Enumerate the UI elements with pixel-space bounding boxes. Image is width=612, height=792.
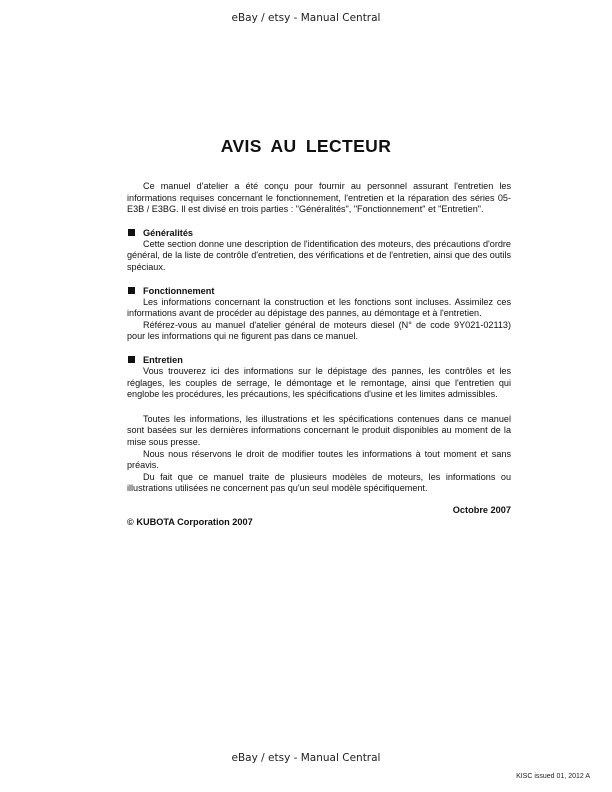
section-body	[127, 297, 511, 343]
section-generalites	[127, 227, 511, 274]
closing-paragraph: Nous nous réservons le droit de modifier toutes les informations à tout moment et sans préavis.	[127, 448, 511, 471]
watermark-top: eBay / etsy - Manual Central	[231, 12, 381, 24]
watermark-bottom: eBay / etsy - Manual Central	[231, 752, 381, 764]
document-body	[127, 181, 511, 529]
closing-block	[127, 414, 511, 495]
issue-code: KISC issued 01, 2012 A	[516, 773, 590, 780]
section-heading	[127, 227, 511, 239]
closing-paragraph: Du fait que ce manuel traite de plusieurs modèles de moteurs, les informations ou illustrations utilisées ne concernent pas qu'un seul modèle spécifiquement.	[127, 471, 511, 494]
square-bullet-icon	[128, 356, 135, 363]
section-heading-text: Fonctionnement	[143, 285, 215, 296]
section-heading-text: Généralités	[143, 227, 194, 238]
section-paragraph: Cette section donne une description de l'identification des moteurs, des précautions d'ordre général, de la liste de contrôle d'entretien, des vérifications et de l'entretien, ainsi que des outils spéciaux.	[127, 238, 511, 272]
page-title: AVIS AU LECTEUR	[220, 136, 392, 156]
square-bullet-icon	[128, 229, 135, 236]
publication-date: Octobre 2007	[452, 504, 511, 515]
intro-paragraph: Ce manuel d'atelier a été conçu pour fournir au personnel assurant l'entretien les informations requises concernant le fonctionnement, l'entretien et la réparation des séries 05-E3B / E3BG. Il est divisé en trois parties : "Généralités", "Fonctionnement" et "Entretien".	[127, 181, 511, 215]
section-entretien	[127, 354, 511, 401]
section-body	[127, 366, 511, 401]
square-bullet-icon	[128, 287, 135, 294]
closing-paragraph: Toutes les informations, les illustrations et les spécifications contenues dans ce manuel sont basées sur les dernières informations concernant le produit disponibles au moment de la mise sous presse.	[127, 413, 511, 447]
section-fonctionnement	[127, 285, 511, 343]
section-heading	[127, 354, 511, 366]
section-heading-text: Entretien	[143, 354, 183, 365]
section-paragraph: Vous trouverez ici des informations sur le dépistage des pannes, les contrôles et les réglages, les couples de serrage, le démontage et le remontage, ainsi que l'entretien qui englobe les procédures, les précautions, les spécifications d'usine et les limites admissibles.	[127, 365, 511, 400]
section-paragraph: Référez-vous au manuel d'atelier général de moteurs diesel (N° de code 9Y021-02113) pour les informations qui ne figurent pas dans ce manuel.	[127, 319, 511, 342]
section-heading	[127, 285, 511, 297]
copyright-notice: © KUBOTA Corporation 2007	[127, 517, 253, 528]
section-body	[127, 239, 511, 274]
section-paragraph: Les informations concernant la construction et les fonctions sont incluses. Assimilez ces informations avant de procéder au dépistage des pannes, au démontage et à l'entretien.	[127, 296, 511, 319]
